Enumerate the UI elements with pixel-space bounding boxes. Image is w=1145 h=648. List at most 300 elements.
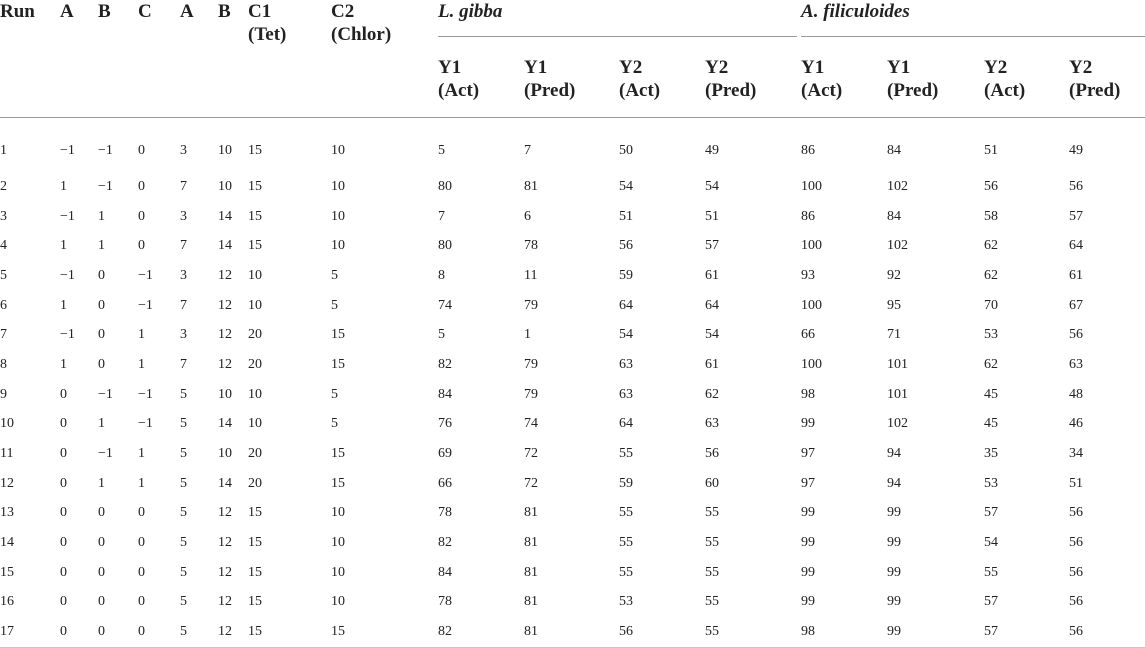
table-cell: 49 <box>1069 143 1084 158</box>
sub-header-text: Y2 <box>984 57 1008 78</box>
table-cell: −1 <box>60 143 75 158</box>
table-cell: 12 <box>218 297 232 313</box>
table-cell: 15 <box>248 208 262 224</box>
table-cell: 12 <box>218 594 232 610</box>
table-cell: 12 <box>218 564 232 580</box>
table-cell: 5 <box>0 267 7 283</box>
table-cell: 45 <box>984 416 999 432</box>
table-cell: 62 <box>705 386 719 402</box>
table-cell: 12 <box>218 267 232 283</box>
table-cell: 5 <box>180 416 187 432</box>
table-cell: 63 <box>705 416 719 432</box>
table-cell: 0 <box>60 617 98 647</box>
table-cell: 71 <box>887 327 902 343</box>
table-cell: 56 <box>1069 535 1084 551</box>
table-cell: 100 <box>801 356 823 372</box>
table-cell: 7 <box>180 356 187 372</box>
table-cell: 12 <box>218 617 248 647</box>
table-cell: 56 <box>984 178 999 194</box>
table-cell: 0 <box>138 143 145 158</box>
table-row <box>0 410 1145 440</box>
table-cell: 15 <box>248 617 331 647</box>
table-cell: 57 <box>984 505 999 521</box>
sub-header-lg-y1-act <box>438 37 524 117</box>
table-cell: 79 <box>524 297 538 313</box>
table-cell: 0 <box>60 386 67 402</box>
col-header-a-actual: A <box>180 1 194 22</box>
table-cell: 84 <box>887 143 902 158</box>
table-cell: 14 <box>0 535 14 551</box>
table-cell: 94 <box>887 446 902 462</box>
table-cell: 55 <box>619 505 633 521</box>
sub-header-lg-y2-pred <box>705 37 801 117</box>
table-cell: 0 <box>138 564 145 580</box>
table-cell: 7 <box>0 327 7 343</box>
table-cell: 10 <box>331 238 345 254</box>
table-cell: 80 <box>438 178 452 194</box>
table-cell: 6 <box>0 297 7 313</box>
table-cell: 10 <box>218 178 232 194</box>
table-body <box>0 118 1145 648</box>
table-cell: 54 <box>984 535 999 551</box>
table-cell: 12 <box>218 356 232 372</box>
table-cell: 97 <box>801 446 816 462</box>
table-cell: −1 <box>60 267 75 283</box>
table-cell: 7 <box>180 238 187 254</box>
table-cell: 79 <box>524 386 538 402</box>
table-header <box>0 0 1145 118</box>
table-cell: 51 <box>619 208 633 224</box>
table-cell: 20 <box>248 356 262 372</box>
table-cell: 86 <box>801 143 816 158</box>
table-row <box>0 617 1145 647</box>
table-cell: 10 <box>331 564 345 580</box>
table-cell: 0 <box>98 564 105 580</box>
table-cell: 82 <box>438 617 524 647</box>
table-cell: 1 <box>98 475 105 491</box>
table-cell: 15 <box>331 475 345 491</box>
table-cell: 20 <box>248 475 262 491</box>
table-row <box>0 261 1145 291</box>
table-cell: 10 <box>0 416 14 432</box>
table-cell: 45 <box>984 386 999 402</box>
table-row <box>0 231 1145 261</box>
table-cell: 57 <box>984 617 1069 647</box>
table-cell: 10 <box>331 178 345 194</box>
table-cell: 53 <box>984 327 999 343</box>
table-cell: 78 <box>438 594 452 610</box>
table-cell: 94 <box>887 475 902 491</box>
table-cell: 56 <box>1069 327 1084 343</box>
sub-header-unit: (Pred) <box>1069 80 1121 101</box>
table-cell: 92 <box>887 267 902 283</box>
table-cell: 15 <box>248 564 262 580</box>
table-cell: 78 <box>438 505 452 521</box>
table-cell: 17 <box>0 617 60 647</box>
sub-header-text: Y1 <box>524 57 548 78</box>
table-cell: 99 <box>801 416 816 432</box>
table-cell: 66 <box>801 327 816 343</box>
table-cell: 99 <box>887 617 984 647</box>
table-cell: 62 <box>984 267 999 283</box>
table-cell: 12 <box>0 475 14 491</box>
table-cell: 3 <box>180 327 187 343</box>
col-header-a-coded: A <box>60 1 74 22</box>
sub-header-unit: (Pred) <box>887 80 939 101</box>
table-cell: 81 <box>524 594 538 610</box>
table-cell: 86 <box>801 208 816 224</box>
table-cell: 48 <box>1069 386 1084 402</box>
table-cell: 99 <box>801 594 816 610</box>
table-cell: 1 <box>0 143 7 158</box>
table-cell: 14 <box>218 238 232 254</box>
table-cell: 99 <box>801 564 816 580</box>
table-cell: 0 <box>138 535 145 551</box>
table-row <box>0 588 1145 618</box>
table-cell: 5 <box>438 143 445 158</box>
table-cell: 5 <box>180 617 218 647</box>
table-cell: 12 <box>218 505 232 521</box>
table-cell: 99 <box>801 505 816 521</box>
table-cell: 60 <box>705 475 719 491</box>
table-cell: 16 <box>0 594 14 610</box>
table-cell: 56 <box>1069 594 1084 610</box>
table-cell: 0 <box>138 505 145 521</box>
table-cell: 0 <box>98 535 105 551</box>
table-cell: 64 <box>619 297 633 313</box>
table-cell: 54 <box>705 178 719 194</box>
table-cell: 98 <box>801 386 816 402</box>
table-cell: 81 <box>524 617 619 647</box>
table-cell: 84 <box>438 564 452 580</box>
table-cell: 1 <box>98 416 105 432</box>
table-cell: 64 <box>619 416 633 432</box>
sub-header-af-y2-act <box>984 37 1069 117</box>
table-cell: 0 <box>138 238 145 254</box>
table-cell: 51 <box>984 143 999 158</box>
table-cell: 20 <box>248 446 262 462</box>
table-cell: 56 <box>705 446 719 462</box>
group-header-l-gibba: L. gibba <box>438 0 801 37</box>
table-cell: 0 <box>98 594 105 610</box>
table-cell: 0 <box>60 446 67 462</box>
table-cell: −1 <box>98 143 113 158</box>
sub-header-unit: (Act) <box>438 80 480 101</box>
table-row <box>0 118 1145 173</box>
table-cell: 7 <box>180 178 187 194</box>
table-cell: 7 <box>438 208 445 224</box>
table-cell: 15 <box>331 446 345 462</box>
table-cell: 99 <box>887 564 902 580</box>
table-cell: 3 <box>0 208 7 224</box>
table-cell: 0 <box>60 416 67 432</box>
table-cell: −1 <box>98 386 113 402</box>
sub-header-text: Y2 <box>705 57 729 78</box>
table-cell: 93 <box>801 267 816 283</box>
table-cell: 99 <box>887 594 902 610</box>
col-header-c-coded: C <box>138 1 152 22</box>
table-cell: 76 <box>438 416 452 432</box>
table-cell: 49 <box>705 143 719 158</box>
table-cell: 100 <box>801 238 823 254</box>
table-cell: 55 <box>705 535 719 551</box>
col-header-c2-label: C2 <box>331 1 355 22</box>
table-cell: 59 <box>619 475 633 491</box>
table-cell: 63 <box>1069 356 1084 372</box>
table-row <box>0 499 1145 529</box>
table-cell: 20 <box>248 327 262 343</box>
table-cell: 53 <box>619 594 633 610</box>
table-cell: 35 <box>984 446 999 462</box>
table-cell: 56 <box>1069 505 1084 521</box>
table-cell: 15 <box>248 178 262 194</box>
table-cell: 81 <box>524 535 538 551</box>
table-cell: 51 <box>705 208 719 224</box>
table-cell: 5 <box>331 386 338 402</box>
table-cell: 15 <box>331 327 345 343</box>
sub-header-af-y1-act <box>801 37 887 117</box>
table-cell: 3 <box>180 208 187 224</box>
table-cell: 95 <box>887 297 902 313</box>
table-cell: 63 <box>619 386 633 402</box>
table-cell: 5 <box>438 327 445 343</box>
table-cell: 10 <box>248 416 262 432</box>
table-cell: 0 <box>60 564 67 580</box>
table-cell: 15 <box>331 617 438 647</box>
table-cell: 12 <box>218 535 232 551</box>
table-cell: 53 <box>984 475 999 491</box>
col-header-run: Run <box>0 1 35 22</box>
sub-header-text: Y2 <box>1069 57 1093 78</box>
table-cell: 6 <box>524 208 531 224</box>
table-cell: 1 <box>524 327 531 343</box>
table-cell: 56 <box>1069 617 1145 647</box>
table-cell: 15 <box>0 564 14 580</box>
sub-header-text: Y1 <box>887 57 911 78</box>
table-cell: −1 <box>138 386 153 402</box>
table-cell: 50 <box>619 143 633 158</box>
table-cell: 56 <box>1069 564 1084 580</box>
table-cell: 74 <box>438 297 452 313</box>
table-cell: 0 <box>98 297 105 313</box>
table-cell: 64 <box>1069 238 1084 254</box>
table-cell: 66 <box>438 475 452 491</box>
sub-header-af-y2-pred <box>1069 37 1145 117</box>
col-header-c2-chlor <box>331 0 438 117</box>
table-cell: 10 <box>331 505 345 521</box>
table-cell: 15 <box>248 594 262 610</box>
table-cell: 5 <box>331 267 338 283</box>
table-row <box>0 172 1145 202</box>
col-header-b-actual: B <box>218 1 231 22</box>
table-cell: 0 <box>138 178 145 194</box>
table-cell: 81 <box>524 178 538 194</box>
table-cell: −1 <box>138 416 153 432</box>
sub-header-lg-y2-act <box>619 37 705 117</box>
table-cell: 0 <box>98 327 105 343</box>
col-header-c2-unit: (Chlor) <box>331 24 392 45</box>
table-cell: 97 <box>801 475 816 491</box>
table-cell: 55 <box>705 564 719 580</box>
table-cell: 1 <box>138 475 145 491</box>
table-cell: 61 <box>705 267 719 283</box>
table-cell: 0 <box>98 356 105 372</box>
table-cell: 54 <box>619 327 633 343</box>
table-cell: 14 <box>218 416 232 432</box>
table-cell: 10 <box>248 267 262 283</box>
table-cell: −1 <box>98 178 113 194</box>
col-header-c1-tet <box>248 0 331 117</box>
table-cell: 10 <box>248 386 262 402</box>
table-cell: 51 <box>1069 475 1084 491</box>
table-cell: 1 <box>60 178 67 194</box>
table-cell: 1 <box>60 238 67 254</box>
table-cell: 0 <box>98 267 105 283</box>
table-cell: 10 <box>218 446 232 462</box>
table-cell: 15 <box>248 238 262 254</box>
table-cell: 15 <box>331 356 345 372</box>
table-cell: −1 <box>98 446 113 462</box>
table-row <box>0 528 1145 558</box>
table-cell: 0 <box>60 535 67 551</box>
table-cell: 72 <box>524 475 538 491</box>
table-cell: 62 <box>984 238 999 254</box>
table-cell: 74 <box>524 416 538 432</box>
table-cell: 15 <box>248 505 262 521</box>
table-cell: 10 <box>331 594 345 610</box>
table-cell: 102 <box>887 238 909 254</box>
table-row <box>0 320 1145 350</box>
table-row <box>0 291 1145 321</box>
table-cell: 8 <box>0 356 7 372</box>
table-cell: 70 <box>984 297 999 313</box>
table-cell: 99 <box>887 535 902 551</box>
table-cell: 82 <box>438 356 452 372</box>
table-cell: 1 <box>138 446 145 462</box>
table-cell: −1 <box>60 327 75 343</box>
table-cell: 101 <box>887 386 909 402</box>
col-header-c1-label: C1 <box>248 1 272 22</box>
table-cell: 99 <box>801 535 816 551</box>
table-cell: 82 <box>438 535 452 551</box>
table-cell: 34 <box>1069 446 1084 462</box>
table-cell: 3 <box>180 143 187 158</box>
table-cell: 0 <box>138 594 145 610</box>
table-cell: 11 <box>524 267 538 283</box>
sub-header-unit: (Act) <box>984 80 1026 101</box>
table-cell: 102 <box>887 178 909 194</box>
table-cell: 7 <box>180 297 187 313</box>
table-cell: 9 <box>0 386 7 402</box>
col-header-c1-unit: (Tet) <box>248 24 287 45</box>
table-cell: 81 <box>524 564 538 580</box>
table-cell: 63 <box>619 356 633 372</box>
sub-header-text: Y1 <box>438 57 462 78</box>
sub-header-unit: (Pred) <box>705 80 757 101</box>
table-cell: 8 <box>438 267 445 283</box>
sub-header-unit: (Pred) <box>524 80 576 101</box>
table-cell: 56 <box>619 617 705 647</box>
table-cell: 54 <box>705 327 719 343</box>
table-cell: 67 <box>1069 297 1084 313</box>
table-cell: 80 <box>438 238 452 254</box>
table-cell: 57 <box>705 238 719 254</box>
table-cell: 5 <box>180 505 187 521</box>
table-cell: 15 <box>248 535 262 551</box>
table-cell: 14 <box>218 475 232 491</box>
table-cell: 10 <box>331 208 345 224</box>
table-cell: 55 <box>705 505 719 521</box>
table-cell: 59 <box>619 267 633 283</box>
table-cell: 64 <box>705 297 719 313</box>
table-cell: 72 <box>524 446 538 462</box>
table-cell: 15 <box>248 143 262 158</box>
table-cell: 55 <box>984 564 999 580</box>
table-cell: 69 <box>438 446 452 462</box>
table-cell: 1 <box>98 238 105 254</box>
table-cell: 81 <box>524 505 538 521</box>
sub-header-unit: (Act) <box>801 80 843 101</box>
table-row <box>0 469 1145 499</box>
table-cell: 100 <box>801 178 823 194</box>
table-cell: 5 <box>180 594 187 610</box>
table-cell: 12 <box>218 327 232 343</box>
table-cell: 101 <box>887 356 909 372</box>
table-cell: 1 <box>60 356 67 372</box>
table-cell: 56 <box>619 238 633 254</box>
sub-header-unit: (Act) <box>619 80 661 101</box>
table-cell: 10 <box>218 143 232 158</box>
table-cell: 5 <box>331 416 338 432</box>
table-cell: 0 <box>60 505 67 521</box>
table-cell: 99 <box>887 505 902 521</box>
table-cell: 61 <box>1069 267 1084 283</box>
table-cell: 5 <box>180 564 187 580</box>
table-cell: 5 <box>331 297 338 313</box>
table-cell: 0 <box>138 617 180 647</box>
table-cell: 14 <box>218 208 232 224</box>
table-cell: −1 <box>60 208 75 224</box>
table-cell: 57 <box>1069 208 1084 224</box>
table-row <box>0 439 1145 469</box>
table-cell: 56 <box>1069 178 1084 194</box>
table-cell: 5 <box>180 386 187 402</box>
table-cell: 57 <box>984 594 999 610</box>
table-cell: 84 <box>438 386 452 402</box>
table-cell: 4 <box>0 238 7 254</box>
table-cell: 0 <box>60 594 67 610</box>
table-cell: 54 <box>619 178 633 194</box>
sub-header-lg-y1-pred <box>524 37 619 117</box>
table-cell: 0 <box>60 475 67 491</box>
table-cell: 10 <box>331 143 345 158</box>
table-cell: 55 <box>619 564 633 580</box>
sub-header-text: Y2 <box>619 57 643 78</box>
table-cell: 13 <box>0 505 14 521</box>
table-cell: 5 <box>180 446 187 462</box>
table-cell: 5 <box>180 535 187 551</box>
table-cell: 5 <box>180 475 187 491</box>
table-cell: 55 <box>705 594 719 610</box>
table-cell: 2 <box>0 178 7 194</box>
table-cell: 10 <box>218 386 232 402</box>
table-cell: 0 <box>98 505 105 521</box>
table-cell: 10 <box>248 297 262 313</box>
table-row <box>0 350 1145 380</box>
table-cell: 98 <box>801 617 887 647</box>
table-cell: 10 <box>331 535 345 551</box>
table-cell: 79 <box>524 356 538 372</box>
